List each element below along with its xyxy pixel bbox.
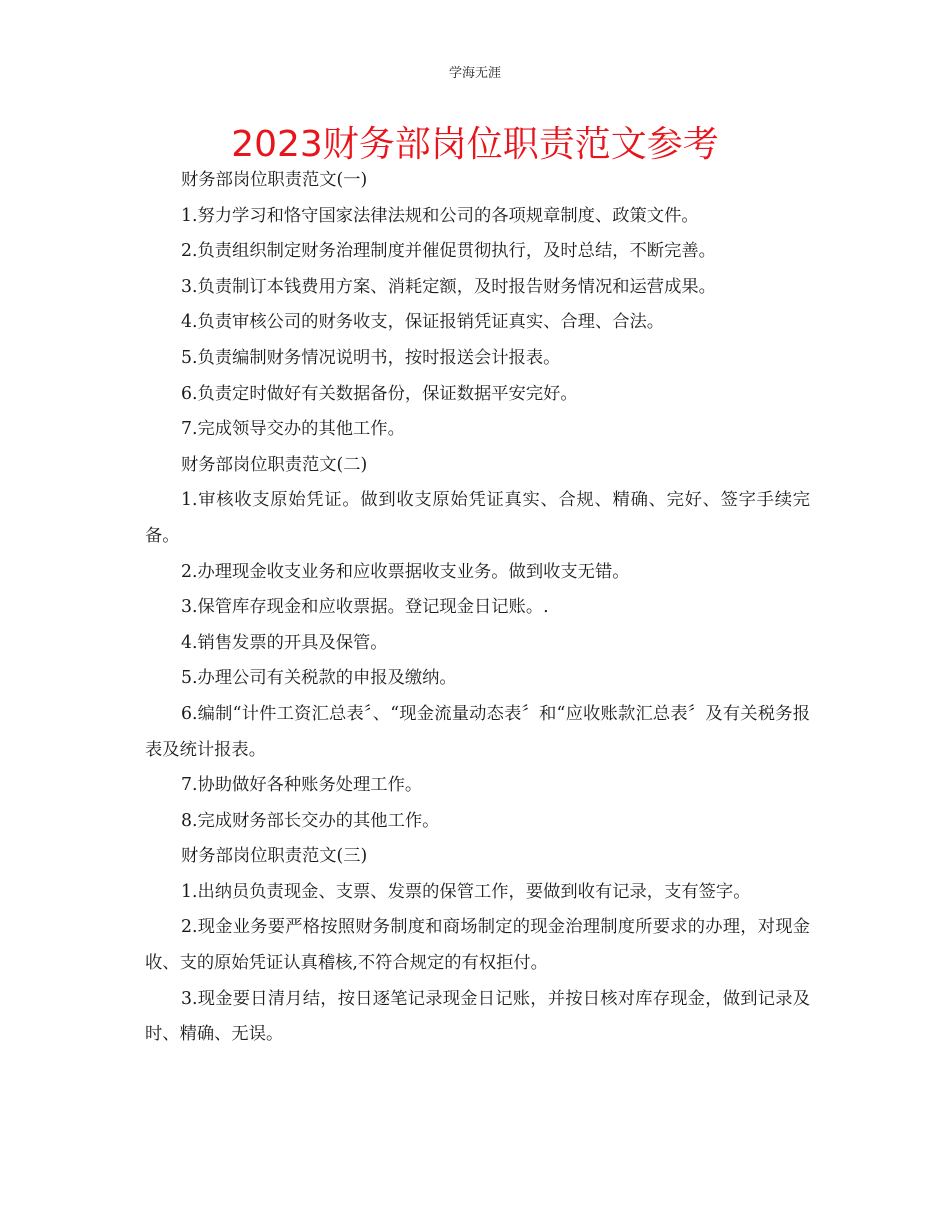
- section-heading: 财务部岗位职责范文(二): [181, 454, 368, 475]
- paragraph: 4.负责审核公司的财务收支，保证报销凭证真实、合理、合法。: [181, 312, 665, 333]
- paragraph: 3.保管库存现金和应收票据。登记现金日记账。.: [181, 597, 549, 618]
- section-heading: 财务部岗位职责范文(三): [181, 846, 368, 867]
- paragraph: 1.审核收支原始凭证。做到收支原始凭证真实、合规、精确、完好、签字手续完备。: [145, 490, 810, 546]
- paragraph: 4.销售发票的开具及保管。: [181, 632, 388, 653]
- paragraph: 5.负责编制财务情况说明书，按时报送会计报表。: [181, 347, 561, 368]
- paragraph: 6.负责定时做好有关数据备份，保证数据平安完好。: [181, 383, 578, 404]
- paragraph: 1.努力学习和恪守国家法律法规和公司的各项规章制度、政策文件。: [181, 205, 699, 226]
- paragraph: 5.办理公司有关税款的申报及缴纳。: [181, 668, 457, 689]
- paragraph: 2.办理现金收支业务和应收票据收支业务。做到收支无错。: [181, 561, 630, 582]
- paragraph: 7.协助做好各种账务处理工作。: [181, 775, 423, 796]
- section-heading: 财务部岗位职责范文(一): [181, 170, 368, 190]
- document-body: [145, 163, 810, 1053]
- paragraph: 7.完成领导交办的其他工作。: [181, 419, 405, 440]
- paragraph: 2.现金业务要严格按照财务制度和商场制定的现金治理制度所要求的办理，对现金收、支的原始凭证认真稽核,不符合规定的有权拒付。: [145, 917, 810, 974]
- paragraph: 2.负责组织制定财务治理制度并催促贯彻执行，及时总结，不断完善。: [181, 241, 716, 262]
- paragraph: 1.出纳员负责现金、支票、发票的保管工作，要做到收有记录，支有签字。: [181, 881, 751, 902]
- paragraph: 8.完成财务部长交办的其他工作。: [181, 810, 440, 831]
- paragraph: 6.编制“计件工资汇总表〞、“现金流量动态表〞和“应收账款汇总表〞及有关税务报表及统计报表。: [145, 703, 810, 760]
- paragraph: 3.现金要日清月结，按日逐笔记录现金日记账，并按日核对库存现金，做到记录及时、精确、无误。: [145, 988, 810, 1045]
- paragraph: 3.负责制订本钱费用方案、消耗定额，及时报告财务情况和运营成果。: [181, 276, 716, 297]
- document-title: 2023财务部岗位职责范文参考: [231, 124, 719, 165]
- page-header: 学海无涯: [448, 66, 501, 81]
